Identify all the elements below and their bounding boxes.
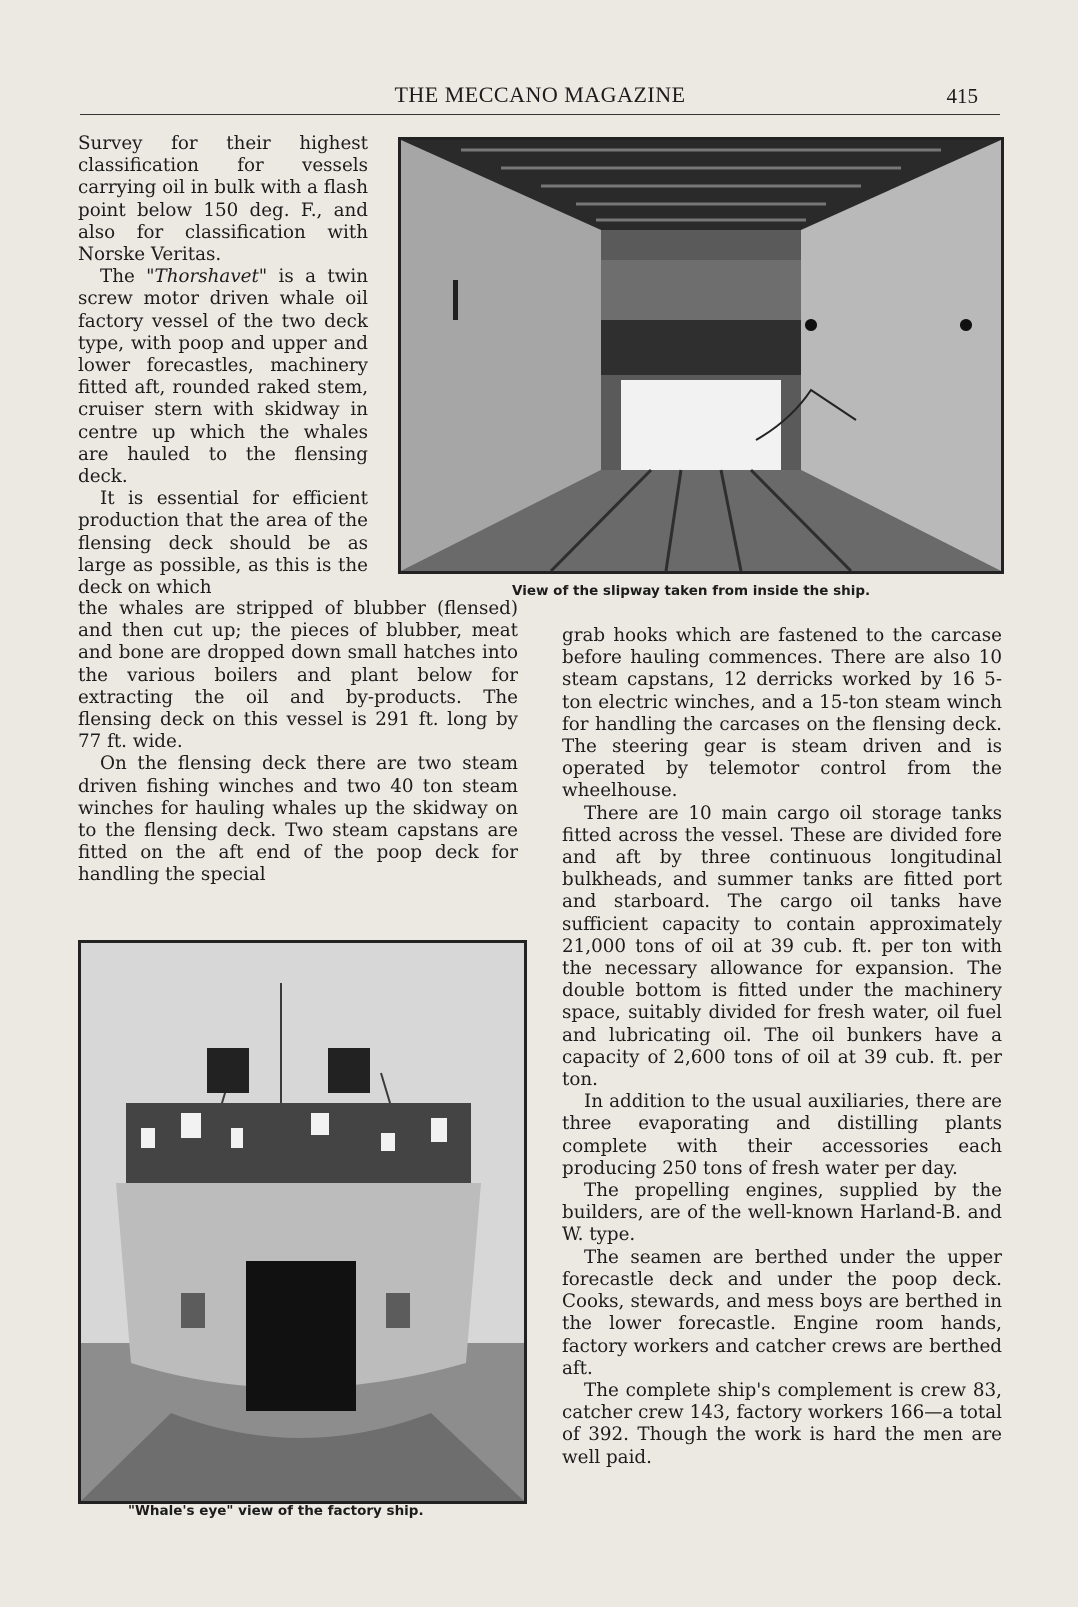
article-paragraph: The complete ship's complement is crew 83, catcher crew 143, factory workers 166—a total of 392. Though the work is hard the men are well paid. xyxy=(562,1379,1002,1468)
article-paragraph: The propelling engines, supplied by the builders, are of the well-known Harland-B. and W. type. xyxy=(562,1180,1002,1246)
slipway-image xyxy=(401,140,1001,571)
text-run: is a twin screw motor driven whale oil factory vessel of the two deck type, with poop and upper and lower forecastles, machinery fitted aft, rounded raked stem, cruiser stern with skidway in centre up which the whales are hauled to the flensing deck. xyxy=(78,266,368,488)
factory-ship-photo xyxy=(78,940,527,1504)
ship-name: "Thorshavet" xyxy=(146,266,268,288)
article-paragraph: The seamen are berthed under the upper forecastle deck and under the poop deck. Cooks, stewards, and mess boys are berthed in the lower forecastle. Engine room hands, factory workers and catcher crews are berthed aft. xyxy=(562,1246,1002,1379)
article-paragraph: Survey for their highest classification for vessels carrying oil in bulk with a flash point below 150 deg. F., and also for classification with Norske Veritas. xyxy=(78,133,368,266)
article-paragraph: On the flensing deck there are two steam driven fishing winches and two 40 ton steam winches for hauling whales up the skidway on to the flensing deck. Two steam capstans are fitted on the aft end of the poop deck for handling the special xyxy=(78,753,518,886)
article-paragraph: the whales are stripped of blubber (flensed) and then cut up; the pieces of blubber, meat and bone are dropped down small hatches into the various boilers and plant below for extracting the oil and by-products. The flensing deck on this vessel is 291 ft. long by 77 ft. wide. xyxy=(78,598,518,753)
article-paragraph: It is essential for efficient production that the area of the flensing deck should be as large as possible, as this is the deck on which xyxy=(78,488,368,599)
page-header xyxy=(80,82,1000,115)
page-number: 415 xyxy=(946,84,978,108)
slipway-photo-caption: View of the slipway taken from inside the ship. xyxy=(512,583,871,599)
slipway-photo xyxy=(398,137,1004,574)
article-paragraph: In addition to the usual auxiliaries, there are three evaporating and distilling plants complete with their accessories each producing 250 tons of fresh water per day. xyxy=(562,1091,1002,1179)
article-column-left-bottom xyxy=(78,598,518,887)
article-column-left-top xyxy=(78,133,368,599)
article-paragraph: There are 10 main cargo oil storage tanks fitted across the vessel. These are divided fore and aft by three continuous longitudinal bulkheads, and summer tanks are fitted port and starboard. The cargo oil tanks have sufficient capacity to contain approximately 21,000 tons of oil at 39 cub. ft. per ton with the necessary allowance for expansion. The double bottom is fitted under the machinery space, suitably divided for fresh water, oil fuel and lubricating oil. The oil bunkers have a capacity of 2,600 tons of oil at 39 cub. ft. per ton. xyxy=(562,802,1002,1091)
article-paragraph xyxy=(78,266,368,488)
magazine-title: THE MECCANO MAGAZINE xyxy=(394,82,686,107)
text-run: The xyxy=(100,266,147,288)
factory-ship-image xyxy=(81,943,524,1501)
article-paragraph: grab hooks which are fastened to the carcase before hauling commences. There are also 10 steam capstans, 12 derricks worked by 16 5-ton electric winches, and a 15-ton steam winch for handling the carcases on the flensing deck. The steering gear is steam driven and is operated by telemotor control from the wheelhouse. xyxy=(562,625,1002,802)
factory-ship-photo-caption: "Whale's eye" view of the factory ship. xyxy=(128,1503,424,1519)
article-column-right xyxy=(562,625,1002,1469)
